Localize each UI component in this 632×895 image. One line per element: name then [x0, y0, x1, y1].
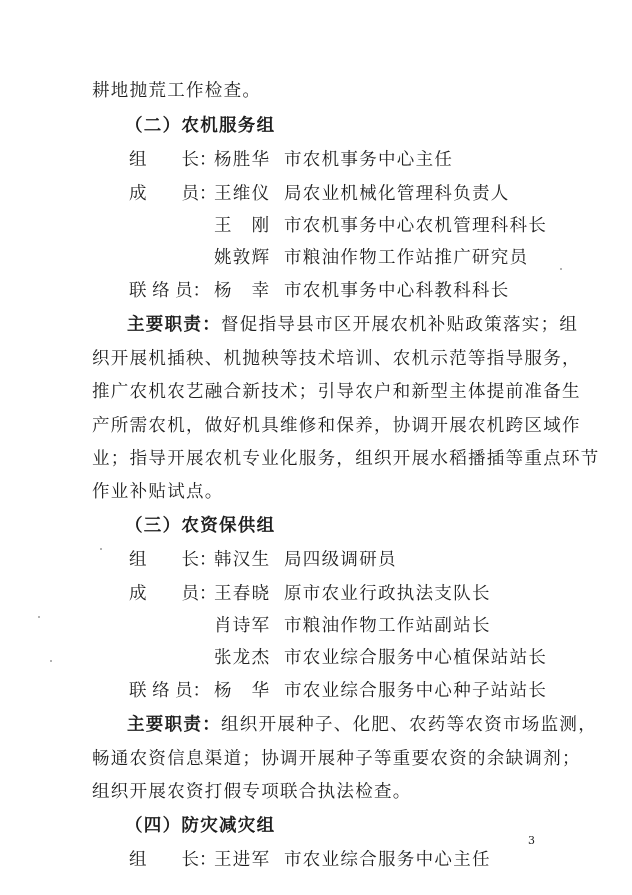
person-position: 市农业综合服务中心植保站站长 [284, 648, 548, 668]
person-name: 肖诗军 [214, 616, 271, 636]
role-label: 组 长： [129, 150, 217, 170]
leader-row [0, 848, 632, 872]
member-row [0, 646, 632, 670]
scan-speck [38, 616, 40, 618]
role-label: 联 络 员： [129, 281, 211, 301]
role-label: 成 员： [129, 584, 217, 604]
duty-paragraph-line: 产所需农机，做好机具维修和保养，协调开展农机跨区域作 [92, 416, 581, 436]
liaison-row [0, 679, 632, 703]
person-position: 市农机事务中心科教科科长 [284, 281, 510, 301]
person-position: 市粮油作物工作站推广研究员 [284, 248, 529, 268]
person-name: 王进军 [214, 850, 271, 870]
duty-paragraph-line: 主要职责：督促指导县市区开展农机补贴政策落实；组 [127, 315, 579, 335]
member-row [0, 614, 632, 638]
scan-speck [560, 268, 562, 270]
duty-paragraph-line: 组织开展农资打假专项联合执法检查。 [92, 782, 412, 802]
person-position: 市农机事务中心主任 [284, 150, 454, 170]
person-name: 王维仪 [214, 184, 271, 204]
person-name: 杨胜华 [214, 150, 271, 170]
duty-label: 主要职责： [127, 715, 221, 735]
person-position: 市农机事务中心农机管理科科长 [284, 216, 548, 236]
person-name: 韩汉生 [214, 550, 271, 570]
person-name: 王 刚 [214, 216, 271, 236]
member-row [0, 246, 632, 270]
duty-label: 主要职责： [127, 315, 221, 335]
role-label: 成 员： [129, 184, 217, 204]
person-name: 张龙杰 [214, 648, 271, 668]
duty-paragraph-line: 织开展机插秧、机抛秧等技术培训、农机示范等指导服务， [92, 349, 581, 369]
page-number: 3 [528, 834, 535, 847]
person-position: 局农业机械化管理科负责人 [284, 184, 510, 204]
intro-tail-line: 耕地抛荒工作检查。 [92, 81, 262, 101]
person-name: 杨 华 [214, 681, 271, 701]
person-position: 市农业综合服务中心种子站站长 [284, 681, 548, 701]
section-title-disaster: （四）防灾减灾组 [125, 816, 276, 836]
duty-paragraph-line: 推广农机农艺融合新技术；引导农户和新型主体提前准备生 [92, 382, 581, 402]
person-position: 原市农业行政执法支队长 [284, 584, 491, 604]
person-position: 局四级调研员 [284, 550, 397, 570]
duty-paragraph-line: 业；指导开展农机专业化服务，组织开展水稻播插等重点环节 [92, 449, 600, 469]
liaison-row [0, 279, 632, 303]
duty-paragraph-line: 主要职责：组织开展种子、化肥、农药等农资市场监测， [127, 715, 597, 735]
leader-row [0, 148, 632, 172]
duty-paragraph-line: 畅通农资信息渠道；协调开展种子等重要农资的余缺调剂； [92, 749, 581, 769]
section-title-agri-machinery: （二）农机服务组 [125, 116, 276, 136]
role-label: 联 络 员： [129, 681, 211, 701]
member-row [0, 214, 632, 238]
scan-speck [50, 660, 52, 662]
person-name: 姚敦辉 [214, 248, 271, 268]
section-title-supplies: （三）农资保供组 [125, 516, 276, 536]
leader-row [0, 548, 632, 572]
person-position: 市农业综合服务中心主任 [284, 850, 491, 870]
person-name: 王春晓 [214, 584, 271, 604]
role-label: 组 长： [129, 550, 217, 570]
member-row [0, 182, 632, 206]
scan-speck [100, 548, 102, 550]
duty-paragraph-line: 作业补贴试点。 [92, 482, 224, 502]
role-label: 组 长： [129, 850, 217, 870]
person-name: 杨 幸 [214, 281, 271, 301]
member-row [0, 582, 632, 606]
person-position: 市粮油作物工作站副站长 [284, 616, 491, 636]
